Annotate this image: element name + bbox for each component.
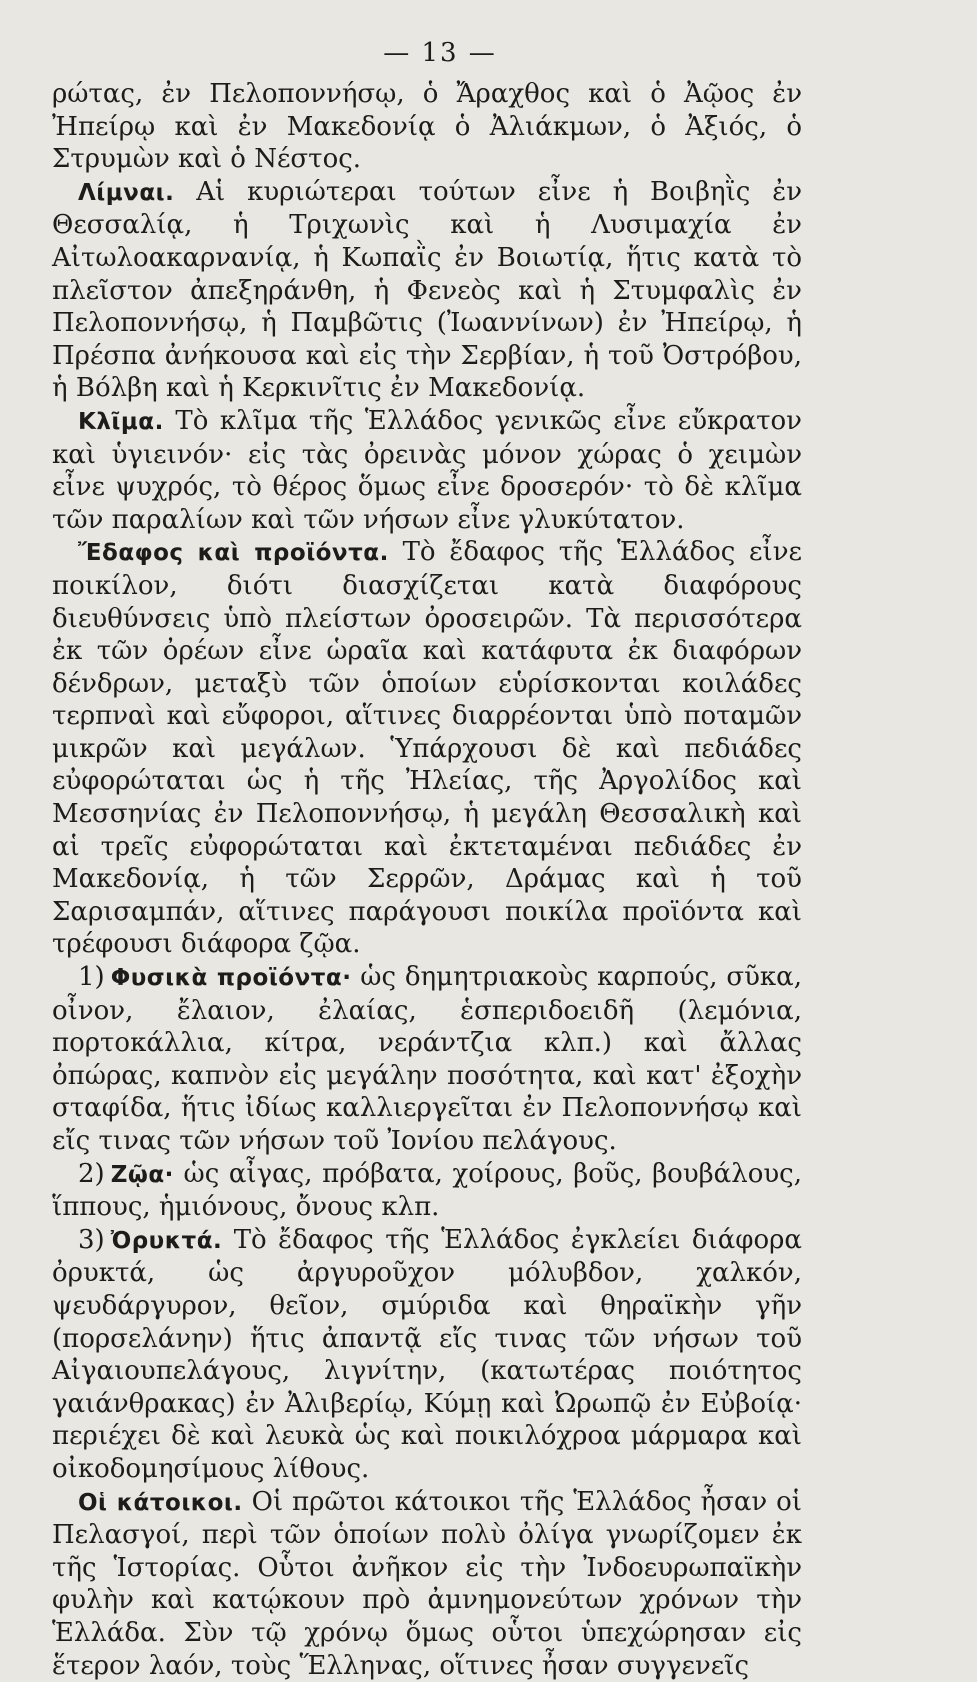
paragraph-inhabitants xyxy=(52,1486,802,1682)
paragraph-text: ὡς δημητριακοὺς καρπούς, σῦκα, οἶνον, ἔλαιον, ἐλαίας, ἑσπεριδοειδῆ (λεμόνια, πορτοκάλλια, κίτρα, νεράντζια κλπ.) καὶ ἄλλας ὀπώρας, καπνὸν εἰς μεγάλην ποσότητα, καὶ κατ' ἐξοχὴν σταφίδα, ἥτις ἰδίως καλλιεργεῖται ἐν Πελοποννήσῳ καὶ εἴς τινας τῶν νήσων τοῦ Ἰονίου πελάγους. xyxy=(52,962,803,1156)
paragraph-text: Οἱ πρῶτοι κάτοικοι τῆς Ἑλλάδος ἦσαν οἱ Πελασγοί, περὶ τῶν ὁποίων πολὺ ὀλίγα γνωρίζομεν ἐκ τῆς Ἱστορίας. Οὗτοι ἀνῆκον εἰς τὴν Ἰνδοευρωπαϊκὴν φυλὴν καὶ κατῴκουν πρὸ ἀμνημονεύτων χρόνων τὴν Ἑλλάδα. Σὺν τῷ χρόνῳ ὅμως οὗτοι ὑπεχώρησαν εἰς ἕτερον λαόν, τοὺς Ἕλληνας, οἵτινες ἦσαν συγγενεῖς xyxy=(52,1486,802,1681)
section-heading-lakes: Λίμναι. xyxy=(78,179,175,206)
body-text xyxy=(52,78,802,1682)
paragraph-text: Τὸ ἔδαφος τῆς Ἑλλάδος ἐγκλείει διάφορα ὀρυκτά, ὡς ἀργυροῦχον μόλυβδον, χαλκόν, ψευδάργυρον, θεῖον, σμύριδα καὶ θηραϊκὴν γῆν (πορσελάνην) ἥτις ἀπαντᾷ εἴς τινας τῶν νήσων τοῦ Αἰγαιουπελάγους, λιγνίτην, (κατωτέρας ποιότητος γαιάνθρακας) ἐν Ἀλιβερίῳ, Κύμῃ καὶ Ὠρωπῷ ἐν Εὐβοίᾳ· περιέχει δὲ καὶ λευκὰ ὡς καὶ ποικιλόχροα μάρμαρα καὶ οἰκοδομησίμους λίθους. xyxy=(52,1224,802,1484)
section-heading-natural-products: Φυσικὰ προϊόντα· xyxy=(110,965,352,992)
section-heading-inhabitants: Οἱ κάτοικοι. xyxy=(78,1489,243,1516)
list-number: 1) xyxy=(78,962,105,993)
paragraph-soil xyxy=(52,536,802,961)
paragraph-lakes xyxy=(52,176,802,405)
list-number: 2) xyxy=(78,1158,105,1189)
section-heading-climate: Κλῖμα. xyxy=(78,408,164,435)
paragraph-animals xyxy=(52,1158,802,1224)
list-number: 3) xyxy=(78,1224,105,1255)
section-heading-soil: Ἔδαφος καὶ προϊόντα. xyxy=(78,540,389,567)
section-heading-animals: Ζῷα· xyxy=(110,1161,174,1188)
paragraph-text: ρώτας, ἐν Πελοποννήσῳ, ὁ Ἄραχθος καὶ ὁ Ἀῷος ἐν Ἠπείρῳ καὶ ἐν Μακεδονίᾳ ὁ Ἀλιάκμων, ὁ Ἀξιός, ὁ Στρυμὼν καὶ ὁ Νέστος. xyxy=(52,79,802,175)
paragraph-text: Αἱ κυριώτεραι τούτων εἶνε ἡ Βοιβηῒς ἐν Θεσσαλίᾳ, ἡ Τριχωνὶς καὶ ἡ Λυσιμαχία ἐν Αἰτωλοακαρνανίᾳ, ἡ Κωπαῒς ἐν Βοιωτίᾳ, ἥτις κατὰ τὸ πλεῖστον ἀπεξηράνθη, ἡ Φενεὸς καὶ ἡ Στυμφαλὶς ἐν Πελοποννήσῳ, ἡ Παμβῶτις (Ἰωαννίνων) ἐν Ἠπείρῳ, ἡ Πρέσπα ἀνήκουσα καὶ εἰς τὴν Σερβίαν, ἡ τοῦ Ὀστρόβου, ἡ Βόλβη καὶ ἡ Κερκινῖτις ἐν Μακεδονίᾳ. xyxy=(52,176,802,404)
paragraph-text: Τὸ ἔδαφος τῆς Ἑλλάδος εἶνε ποικίλον, διότι διασχίζεται κατὰ διαφόρους διευθύνσεις ὑπὸ πλείστων ὀροσειρῶν. Τὰ περισσότερα ἐκ τῶν ὀρέων εἶνε ὡραῖα καὶ κατάφυτα ἐκ διαφόρων δένδρων, μεταξὺ τῶν ὁποίων εὑρίσκονται κοιλάδες τερπναὶ καὶ εὔφοροι, αἵτινες διαρρέονται ὑπὸ ποταμῶν μικρῶν καὶ μεγάλων. Ὑπάρχουσι δὲ καὶ πεδιάδες εὐφορώταται ὡς ἡ τῆς Ἠλείας, τῆς Ἀργολίδος καὶ Μεσσηνίας ἐν Πελοποννήσῳ, ἡ μεγάλη Θεσσαλικὴ καὶ αἱ τρεῖς εὐφορώταται καὶ ἐκτεταμέναι πεδιάδες ἐν Μακεδονίᾳ, ἡ τῶν Σερρῶν, Δράμας καὶ ἡ τοῦ Σαρισαμπάν, αἵτινες παράγουσι ποικίλα προϊόντα καὶ τρέφουσι διάφορα ζῷα. xyxy=(52,537,802,960)
paragraph-rivers xyxy=(52,78,802,176)
paragraph-text: Τὸ κλῖμα τῆς Ἑλλάδος γενικῶς εἶνε εὔκρατον καὶ ὑγιεινόν· εἰς τὰς ὀρεινὰς μόνον χώρας ὁ χειμὼν εἶνε ψυχρός, τὸ θέρος ὅμως εἶνε δροσερόν· τὸ δὲ κλῖμα τῶν παραλίων καὶ τῶν νήσων εἶνε γλυκύτατον. xyxy=(52,405,802,535)
section-heading-minerals: Ὀρυκτά. xyxy=(110,1227,223,1254)
paragraph-minerals xyxy=(52,1224,802,1486)
paragraph-natural-products xyxy=(52,961,802,1158)
page-number: — 13 — xyxy=(383,38,497,68)
paragraph-climate xyxy=(52,405,802,536)
paragraph-text: ὡς αἶγας, πρόβατα, χοίρους, βοῦς, βουβάλους, ἵππους, ἡμιόνους, ὄνους κλπ. xyxy=(52,1158,802,1223)
